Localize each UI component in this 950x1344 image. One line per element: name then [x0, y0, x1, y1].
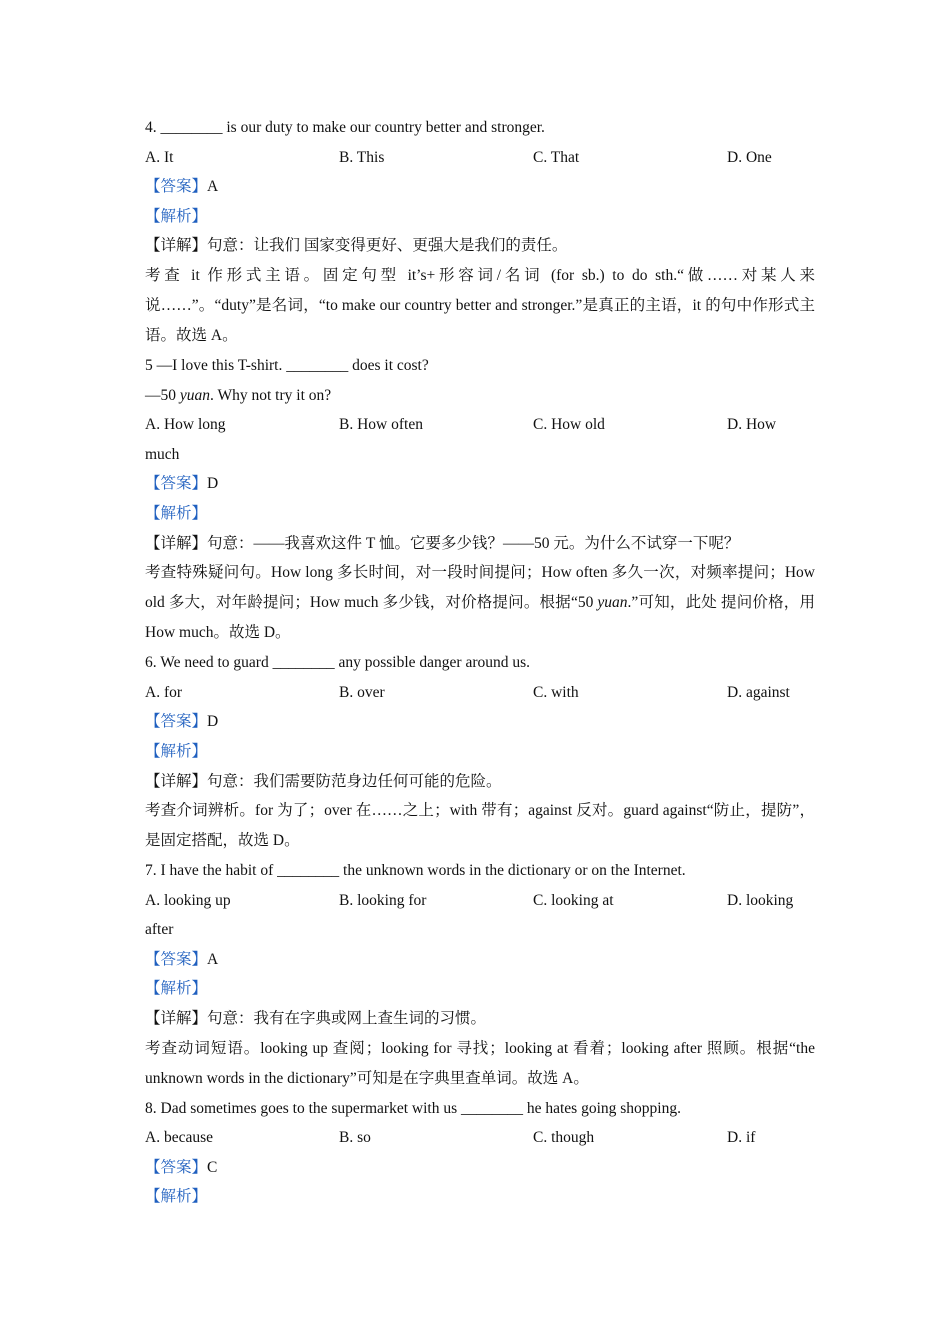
option-b: B. How often: [339, 416, 423, 434]
reply-prefix: —50: [145, 386, 180, 404]
answer-value: D: [207, 475, 219, 493]
option-d: D. looking: [727, 891, 794, 909]
option-c: C. with: [533, 683, 579, 701]
question-4-stem: 4. ________ is our duty to make our country better and stronger.: [145, 119, 545, 136]
question-4-explanation: 考查 it 作形式主语。固定句型 it’s+形容词/名词 (for sb.) to do sth.“做……对某人来说……”。“duty”是名词，“to make our country better and stronger.”是真正的主语，it 的句中作形式主语。故选 A。: [145, 266, 815, 344]
question-4-options: [145, 143, 815, 173]
answer-value: A: [207, 178, 219, 196]
explanation-part-a: 考查特殊疑问句。How long 多长时间，对一段时间提问；How often 多久一次，对频率提问；How old 多大，对年龄提问；How much 多少钱，对价格提问。根据“50: [145, 564, 815, 612]
option-a: A. It: [145, 148, 174, 166]
question-6-stem: 6. We need to guard ________ any possible danger around us.: [145, 654, 531, 672]
explanation-italic: yuan: [597, 594, 628, 612]
reply-suffix: . Why not try it on?: [210, 386, 332, 404]
option-d: D. against: [727, 683, 790, 701]
question-7-stem: 7. I have the habit of ________ the unknown words in the dictionary or on the Internet.: [145, 862, 686, 880]
question-8-stem: 8. Dad sometimes goes to the supermarket with us ________ he hates going shopping.: [145, 1099, 681, 1117]
question-7-answer: [145, 945, 815, 975]
question-5-analysis-label: 【解析】: [145, 504, 208, 522]
question-6-detail: 【详解】句意：我们需要防范身边任何可能的危险。: [145, 772, 502, 790]
question-6-answer: [145, 707, 815, 737]
reply-italic: yuan: [179, 386, 211, 404]
question-5-stem: 5 —I love this T-shirt. ________ does it cost?: [145, 356, 429, 374]
answer-label: 【答案】: [145, 1158, 208, 1176]
option-b: B. so: [339, 1129, 371, 1147]
question-5-reply: [145, 381, 815, 411]
question-5-detail: 【详解】句意：——我喜欢这件 T 恤。它要多少钱？——50 元。为什么不试穿一下呢？: [145, 534, 740, 552]
option-c: C. That: [533, 148, 580, 166]
option-b: B. looking for: [339, 891, 427, 909]
question-7-options: [145, 886, 815, 916]
question-8-analysis-label: 【解析】: [145, 1188, 208, 1206]
question-6-explanation: 考查介词辨析。for 为了；over 在……之上；with 带有；against 反对。guard against“防止，提防”，是固定搭配，故选 D。: [145, 802, 815, 850]
option-a: A. because: [145, 1129, 213, 1147]
question-4-answer: [145, 172, 815, 202]
option-b: B. over: [339, 683, 385, 701]
question-6-options: [145, 678, 815, 708]
option-b: B. This: [339, 148, 385, 166]
question-4-detail: 【详解】句意：让我们 国家变得更好、更强大是我们的责任。: [145, 237, 568, 255]
option-a: A. How long: [145, 416, 226, 434]
option-c: C. looking at: [533, 891, 614, 909]
question-5-explanation: [145, 558, 815, 648]
answer-label: 【答案】: [145, 713, 208, 731]
question-7-option-wrap: after: [145, 921, 174, 939]
question-5-options: [145, 410, 815, 440]
explanation-part-b: .”可知，此处 提问价格，用 How much。故选 D。: [145, 594, 815, 642]
answer-value: D: [207, 713, 219, 731]
answer-label: 【答案】: [145, 178, 208, 196]
option-c: C. though: [533, 1129, 595, 1147]
option-d: D. One: [727, 148, 772, 166]
option-c: C. How old: [533, 416, 605, 434]
document-page: [145, 113, 815, 1212]
answer-value: C: [207, 1158, 218, 1176]
option-a: A. looking up: [145, 891, 231, 909]
option-a: A. for: [145, 683, 183, 701]
option-d: D. if: [727, 1129, 756, 1147]
question-5-option-wrap: much: [145, 445, 180, 463]
question-6-analysis-label: 【解析】: [145, 742, 208, 760]
question-4-analysis-label: 【解析】: [145, 207, 208, 225]
question-7-analysis-label: 【解析】: [145, 980, 208, 998]
question-5-answer: [145, 469, 815, 499]
answer-label: 【答案】: [145, 475, 208, 493]
question-7-explanation: 考查动词短语。looking up 查阅；looking for 寻找；looking at 看着；looking after 照顾。根据“the unknown words in the dictionary”可知是在字典里查单词。故选 A。: [145, 1039, 815, 1087]
question-8-answer: [145, 1153, 815, 1183]
question-8-options: [145, 1123, 815, 1153]
answer-label: 【答案】: [145, 950, 208, 968]
answer-value: A: [207, 950, 219, 968]
question-7-detail: 【详解】句意：我有在字典或网上查生词的习惯。: [145, 1010, 487, 1028]
option-d: D. How: [727, 416, 777, 434]
